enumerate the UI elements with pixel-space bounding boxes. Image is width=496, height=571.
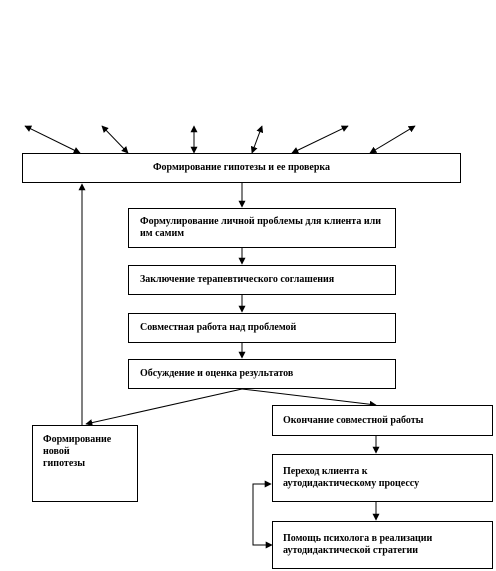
arrow-discuss-to-end — [242, 389, 376, 405]
discussion-label: Обсуждение и оценка результатов — [140, 368, 294, 379]
transition-box — [272, 454, 493, 502]
arrow-discuss-to-newhyp — [86, 389, 242, 424]
top-arrow-5 — [292, 126, 348, 153]
hypothesis-box — [22, 153, 461, 183]
psychologist-help-box — [272, 521, 493, 569]
new-hypothesis-label: Формирование новой гипотезы — [43, 434, 112, 469]
new-hypothesis-box — [32, 425, 138, 502]
top-arrow-6 — [370, 126, 415, 153]
therapeutic-contract-label: Заключение терапевтического соглашения — [140, 274, 335, 285]
top-arrow-1 — [25, 126, 80, 153]
discussion-box — [128, 359, 396, 389]
top-arrow-4 — [252, 126, 262, 153]
personal-problem-box — [128, 208, 396, 248]
feedback-loop — [253, 484, 272, 545]
personal-problem-label: Формулирование личной проблемы для клиента или им самим — [140, 216, 381, 239]
therapeutic-contract-box — [128, 265, 396, 295]
joint-work-box — [128, 313, 396, 343]
transition-label: Переход клиента к аутодидактическому процессу — [283, 466, 420, 489]
joint-work-label: Совместная работа над проблемой — [140, 322, 297, 333]
end-joint-work-box — [272, 405, 493, 436]
end-joint-work-label: Окончание совместной работы — [283, 414, 424, 426]
top-arrow-2 — [102, 126, 128, 153]
psychologist-help-label: Помощь психолога в реализации аутодидактической стратегии — [283, 533, 433, 556]
hypothesis-label: Формирование гипотезы и ее проверка — [152, 162, 331, 173]
